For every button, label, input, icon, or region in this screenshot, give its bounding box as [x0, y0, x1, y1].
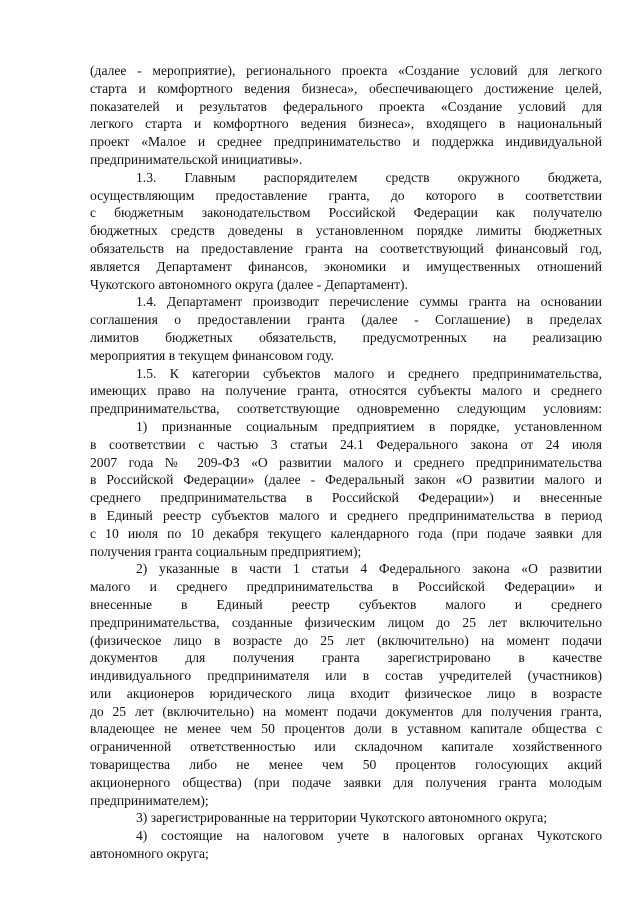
document-line: соглашения о предоставлении гранта (далее - Соглашение) в пределах — [90, 312, 602, 328]
document-line: проект «Малое и среднее предпринимательство и поддержка индивидуальной — [90, 134, 602, 150]
document-line: (физическое лицо в возрасте до 25 лет (включительно) на момент подачи — [90, 632, 602, 648]
document-line: товарищества либо не менее чем 50 процентов голосующих акций — [90, 757, 602, 773]
document-line: является Департамент финансов, экономики и имущественных отношений — [90, 258, 602, 274]
document-line: предпринимательской инициативы». — [90, 151, 303, 167]
document-line: легкого старта и комфортного ведения бизнеса», входящего в национальный — [90, 116, 602, 132]
document-line: осуществляющим предоставление гранта, до которого в соответствии — [90, 187, 602, 203]
document-line: в Единый реестр субъектов малого и среднего предпринимательства в период — [90, 507, 602, 523]
document-line: 1) признанные социальным предприятием в порядке, установленном — [136, 418, 602, 434]
document-line: Чукотского автономного округа (далее - Департамент). — [90, 276, 408, 292]
document-line: владеющее не менее чем 50 процентов доли в уставном капитале общества с — [90, 721, 602, 737]
document-line: мероприятия в текущем финансовом году. — [90, 347, 334, 363]
document-line: старта и комфортного ведения бизнеса», обеспечивающего достижение целей, — [90, 80, 602, 96]
document-line: лимитов бюджетных обязательств, предусмотренных на реализацию — [90, 329, 602, 345]
document-line: предпринимательства, соответствующие одновременно следующим условиям: — [90, 401, 602, 417]
document-line: бюджетных средств доведены в установленном порядке лимиты бюджетных — [90, 223, 602, 239]
document-line: акционерного общества) (при подаче заявки для получения гранта молодым — [90, 774, 602, 790]
document-line: внесенные в Единый реестр субъектов малого и среднего — [90, 596, 602, 612]
document-line: документов для получения гранта зарегистрировано в качестве — [90, 650, 602, 666]
document-line: или акционеров юридического лица входит физическое лицо в возрасте — [90, 685, 602, 701]
document-line: 1.5. К категории субъектов малого и среднего предпринимательства, — [136, 365, 602, 381]
document-line: с бюджетным законодательством Российской Федерации как получателю — [90, 205, 602, 221]
document-line: 2007 года № 209-ФЗ «О развитии малого и среднего предпринимательства — [90, 454, 602, 470]
document-line: 1.4. Департамент производит перечисление суммы гранта на основании — [136, 294, 602, 310]
document-line: среднего предпринимательства в Российской Федерации») и внесенные — [90, 490, 602, 506]
document-line: 2) указанные в части 1 статьи 4 Федерального закона «О развитии — [136, 561, 602, 577]
document-line: (далее - мероприятие), регионального проекта «Создание условий для легкого — [90, 63, 602, 78]
document-line: 4) состоящие на налоговом учете в налоговых органах Чукотского — [136, 828, 602, 844]
document-line: имеющих право на получение гранта, относятся субъекты малого и среднего — [90, 383, 602, 399]
document-line: малого и среднего предпринимательства в Российской Федерации» и — [90, 579, 602, 595]
document-line: до 25 лет (включительно) на момент подачи документов для получения гранта, — [90, 703, 602, 719]
document-line: показателей и результатов федерального проекта «Создание условий для — [90, 98, 602, 114]
document-line: индивидуального предпринимателя или в состав учредителей (участников) — [90, 668, 602, 684]
document-line: ограниченной ответственностью или складочном капитале хозяйственного — [90, 739, 602, 755]
document-body — [90, 62, 602, 863]
document-line: предпринимателем); — [90, 792, 209, 808]
document-line: автономного округа; — [90, 846, 209, 862]
document-line: 1.3. Главным распорядителем средств окружного бюджета, — [136, 169, 602, 185]
document-line: в Российской Федерации» (далее - Федеральный закон «О развитии малого и — [90, 472, 602, 488]
document-line: с 10 июля по 10 декабря текущего календарного года (при подаче заявки для — [90, 525, 602, 541]
document-line: обязательств на предоставление гранта на соответствующий финансовый год, — [90, 240, 602, 256]
document-line: 3) зарегистрированные на территории Чукотского автономного округа; — [136, 810, 548, 826]
document-line: получения гранта социальным предприятием); — [90, 543, 362, 559]
document-line: в соответствии с частью 3 статьи 24.1 Федерального закона от 24 июля — [90, 436, 602, 452]
document-line: предпринимательства, созданные физическим лицом до 25 лет включительно — [90, 614, 602, 630]
